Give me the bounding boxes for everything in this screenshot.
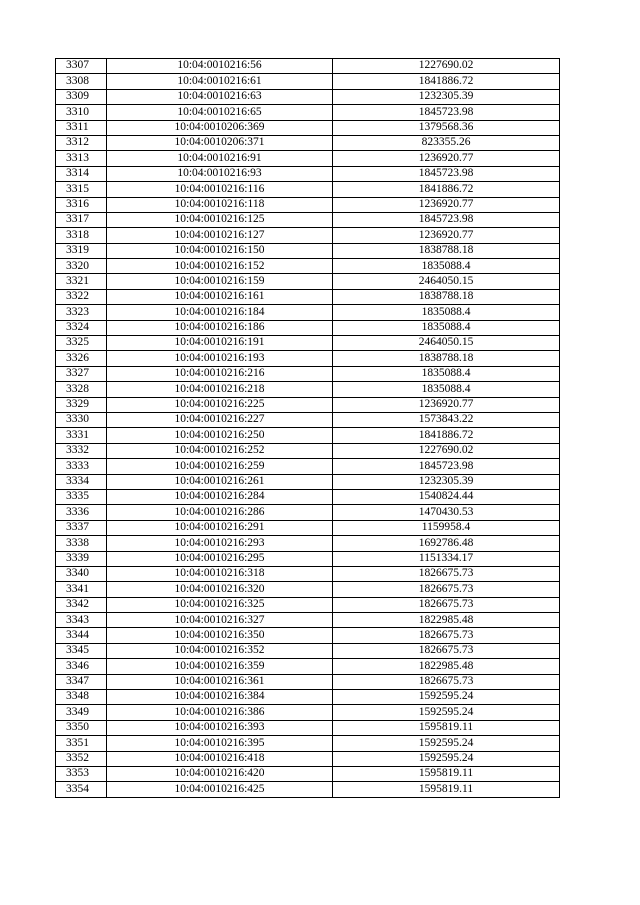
table-row [56, 459, 560, 474]
table-row [56, 766, 560, 781]
cadastral-number-cell: 10:04:0010216:425 [107, 782, 333, 797]
value-cell: 1540824.44 [333, 489, 560, 504]
table-row [56, 412, 560, 427]
value-cell: 1838788.18 [333, 243, 560, 258]
cadastral-number-cell: 10:04:0010216:116 [107, 182, 333, 197]
row-number-cell: 3326 [56, 351, 107, 366]
cadastral-number-cell: 10:04:0010216:118 [107, 197, 333, 212]
value-cell: 1595819.11 [333, 720, 560, 735]
table-row [56, 120, 560, 135]
cadastral-number-cell: 10:04:0010216:386 [107, 705, 333, 720]
table-row [56, 243, 560, 258]
row-number-cell: 3317 [56, 212, 107, 227]
row-number-cell: 3313 [56, 151, 107, 166]
cadastral-number-cell: 10:04:0010216:216 [107, 366, 333, 381]
value-cell: 1232305.39 [333, 474, 560, 489]
table-row [56, 613, 560, 628]
cadastral-number-cell: 10:04:0010216:150 [107, 243, 333, 258]
cadastral-number-cell: 10:04:0010216:418 [107, 751, 333, 766]
cadastral-number-cell: 10:04:0010216:191 [107, 336, 333, 351]
value-cell: 1595819.11 [333, 766, 560, 781]
cadastral-number-cell: 10:04:0010216:65 [107, 105, 333, 120]
row-number-cell: 3308 [56, 74, 107, 89]
cadastral-number-cell: 10:04:0010206:369 [107, 120, 333, 135]
cadastral-number-cell: 10:04:0010216:252 [107, 443, 333, 458]
cadastral-number-cell: 10:04:0010216:320 [107, 582, 333, 597]
row-number-cell: 3341 [56, 582, 107, 597]
value-cell: 1845723.98 [333, 105, 560, 120]
value-cell: 1236920.77 [333, 397, 560, 412]
table-row [56, 59, 560, 74]
value-cell: 1826675.73 [333, 674, 560, 689]
value-cell: 1592595.24 [333, 690, 560, 705]
cadastral-number-cell: 10:04:0010216:250 [107, 428, 333, 443]
value-cell: 1845723.98 [333, 459, 560, 474]
cadastral-number-cell: 10:04:0010216:161 [107, 289, 333, 304]
table-row [56, 551, 560, 566]
row-number-cell: 3307 [56, 59, 107, 74]
table-row [56, 428, 560, 443]
cadastral-number-cell: 10:04:0010216:61 [107, 74, 333, 89]
row-number-cell: 3335 [56, 489, 107, 504]
table-row [56, 351, 560, 366]
table-row [56, 536, 560, 551]
table-row [56, 382, 560, 397]
cadastral-number-cell: 10:04:0010216:361 [107, 674, 333, 689]
value-cell: 1236920.77 [333, 228, 560, 243]
value-cell: 1845723.98 [333, 212, 560, 227]
value-cell: 1826675.73 [333, 597, 560, 612]
table-row [56, 336, 560, 351]
row-number-cell: 3353 [56, 766, 107, 781]
value-cell: 1838788.18 [333, 351, 560, 366]
row-number-cell: 3329 [56, 397, 107, 412]
row-number-cell: 3338 [56, 536, 107, 551]
table-row [56, 520, 560, 535]
row-number-cell: 3354 [56, 782, 107, 797]
cadastral-number-cell: 10:04:0010216:159 [107, 274, 333, 289]
table-row [56, 366, 560, 381]
value-cell: 1573843.22 [333, 412, 560, 427]
table-row [56, 212, 560, 227]
row-number-cell: 3332 [56, 443, 107, 458]
value-cell: 1835088.4 [333, 320, 560, 335]
row-number-cell: 3340 [56, 566, 107, 581]
value-cell: 1692786.48 [333, 536, 560, 551]
value-cell: 1826675.73 [333, 566, 560, 581]
cadastral-number-cell: 10:04:0010216:261 [107, 474, 333, 489]
row-number-cell: 3314 [56, 166, 107, 181]
cadastral-number-cell: 10:04:0010216:227 [107, 412, 333, 427]
cadastral-number-cell: 10:04:0010216:93 [107, 166, 333, 181]
value-cell: 1592595.24 [333, 705, 560, 720]
value-cell: 1826675.73 [333, 628, 560, 643]
cadastral-number-cell: 10:04:0010216:318 [107, 566, 333, 581]
table-row [56, 643, 560, 658]
value-cell: 1826675.73 [333, 643, 560, 658]
table-row [56, 320, 560, 335]
table-row [56, 582, 560, 597]
row-number-cell: 3322 [56, 289, 107, 304]
value-cell: 1822985.48 [333, 613, 560, 628]
table-row [56, 505, 560, 520]
row-number-cell: 3315 [56, 182, 107, 197]
row-number-cell: 3346 [56, 659, 107, 674]
value-cell: 1159958.4 [333, 520, 560, 535]
value-cell: 1835088.4 [333, 305, 560, 320]
table-row [56, 166, 560, 181]
row-number-cell: 3321 [56, 274, 107, 289]
cadastral-number-cell: 10:04:0010216:293 [107, 536, 333, 551]
value-cell: 1592595.24 [333, 751, 560, 766]
cadastral-number-cell: 10:04:0010216:286 [107, 505, 333, 520]
row-number-cell: 3337 [56, 520, 107, 535]
table-row [56, 474, 560, 489]
row-number-cell: 3319 [56, 243, 107, 258]
value-cell: 1227690.02 [333, 59, 560, 74]
row-number-cell: 3324 [56, 320, 107, 335]
row-number-cell: 3348 [56, 690, 107, 705]
cadastral-number-cell: 10:04:0010216:125 [107, 212, 333, 227]
table-row [56, 720, 560, 735]
table-row [56, 289, 560, 304]
cadastral-number-cell: 10:04:0010216:352 [107, 643, 333, 658]
table-row [56, 674, 560, 689]
row-number-cell: 3336 [56, 505, 107, 520]
cadastral-number-cell: 10:04:0010216:393 [107, 720, 333, 735]
cadastral-number-cell: 10:04:0010216:63 [107, 89, 333, 104]
cadastral-number-cell: 10:04:0010216:284 [107, 489, 333, 504]
cadastral-number-cell: 10:04:0010206:371 [107, 135, 333, 150]
table-row [56, 489, 560, 504]
row-number-cell: 3311 [56, 120, 107, 135]
cadastral-number-cell: 10:04:0010216:384 [107, 690, 333, 705]
cadastral-number-cell: 10:04:0010216:91 [107, 151, 333, 166]
cadastral-number-cell: 10:04:0010216:291 [107, 520, 333, 535]
value-cell: 1470430.53 [333, 505, 560, 520]
row-number-cell: 3334 [56, 474, 107, 489]
table-row [56, 305, 560, 320]
row-number-cell: 3343 [56, 613, 107, 628]
row-number-cell: 3330 [56, 412, 107, 427]
row-number-cell: 3333 [56, 459, 107, 474]
table-row [56, 105, 560, 120]
table-row [56, 259, 560, 274]
table-row [56, 597, 560, 612]
cadastral-number-cell: 10:04:0010216:152 [107, 259, 333, 274]
value-cell: 1835088.4 [333, 366, 560, 381]
row-number-cell: 3347 [56, 674, 107, 689]
cadastral-number-cell: 10:04:0010216:325 [107, 597, 333, 612]
value-cell: 1845723.98 [333, 166, 560, 181]
cadastral-number-cell: 10:04:0010216:259 [107, 459, 333, 474]
table-row [56, 397, 560, 412]
table-row [56, 566, 560, 581]
value-cell: 1841886.72 [333, 182, 560, 197]
row-number-cell: 3320 [56, 259, 107, 274]
value-cell: 1835088.4 [333, 382, 560, 397]
value-cell: 2464050.15 [333, 274, 560, 289]
value-cell: 1151334.17 [333, 551, 560, 566]
value-cell: 2464050.15 [333, 336, 560, 351]
cadastral-number-cell: 10:04:0010216:395 [107, 736, 333, 751]
table-row [56, 751, 560, 766]
value-cell: 1227690.02 [333, 443, 560, 458]
cadastral-number-cell: 10:04:0010216:127 [107, 228, 333, 243]
value-cell: 1595819.11 [333, 782, 560, 797]
row-number-cell: 3328 [56, 382, 107, 397]
cadastral-number-cell: 10:04:0010216:218 [107, 382, 333, 397]
row-number-cell: 3342 [56, 597, 107, 612]
value-cell: 1236920.77 [333, 197, 560, 212]
value-cell: 823355.26 [333, 135, 560, 150]
value-cell: 1592595.24 [333, 736, 560, 751]
cadastral-number-cell: 10:04:0010216:56 [107, 59, 333, 74]
value-cell: 1835088.4 [333, 259, 560, 274]
table-row [56, 151, 560, 166]
table-row [56, 182, 560, 197]
row-number-cell: 3351 [56, 736, 107, 751]
cadastral-number-cell: 10:04:0010216:184 [107, 305, 333, 320]
value-cell: 1236920.77 [333, 151, 560, 166]
row-number-cell: 3350 [56, 720, 107, 735]
row-number-cell: 3323 [56, 305, 107, 320]
row-number-cell: 3316 [56, 197, 107, 212]
row-number-cell: 3352 [56, 751, 107, 766]
row-number-cell: 3310 [56, 105, 107, 120]
table-row [56, 736, 560, 751]
value-cell: 1841886.72 [333, 74, 560, 89]
cadastral-number-cell: 10:04:0010216:420 [107, 766, 333, 781]
cadastral-number-cell: 10:04:0010216:327 [107, 613, 333, 628]
table-row [56, 782, 560, 797]
value-cell: 1838788.18 [333, 289, 560, 304]
value-cell: 1232305.39 [333, 89, 560, 104]
table-body [56, 59, 560, 798]
value-cell: 1826675.73 [333, 582, 560, 597]
value-cell: 1841886.72 [333, 428, 560, 443]
row-number-cell: 3325 [56, 336, 107, 351]
cadastral-number-cell: 10:04:0010216:350 [107, 628, 333, 643]
row-number-cell: 3339 [56, 551, 107, 566]
table-row [56, 443, 560, 458]
table-row [56, 628, 560, 643]
row-number-cell: 3309 [56, 89, 107, 104]
cadastral-number-cell: 10:04:0010216:225 [107, 397, 333, 412]
row-number-cell: 3349 [56, 705, 107, 720]
table-row [56, 659, 560, 674]
cadastral-number-cell: 10:04:0010216:186 [107, 320, 333, 335]
table-row [56, 705, 560, 720]
table-row [56, 89, 560, 104]
table-row [56, 690, 560, 705]
table-row [56, 274, 560, 289]
cadastral-number-cell: 10:04:0010216:193 [107, 351, 333, 366]
row-number-cell: 3312 [56, 135, 107, 150]
value-cell: 1822985.48 [333, 659, 560, 674]
row-number-cell: 3327 [56, 366, 107, 381]
cadastral-number-cell: 10:04:0010216:295 [107, 551, 333, 566]
row-number-cell: 3345 [56, 643, 107, 658]
data-table [55, 58, 560, 798]
table-row [56, 135, 560, 150]
table-row [56, 74, 560, 89]
table-row [56, 228, 560, 243]
row-number-cell: 3318 [56, 228, 107, 243]
row-number-cell: 3344 [56, 628, 107, 643]
table-row [56, 197, 560, 212]
cadastral-number-cell: 10:04:0010216:359 [107, 659, 333, 674]
value-cell: 1379568.36 [333, 120, 560, 135]
row-number-cell: 3331 [56, 428, 107, 443]
